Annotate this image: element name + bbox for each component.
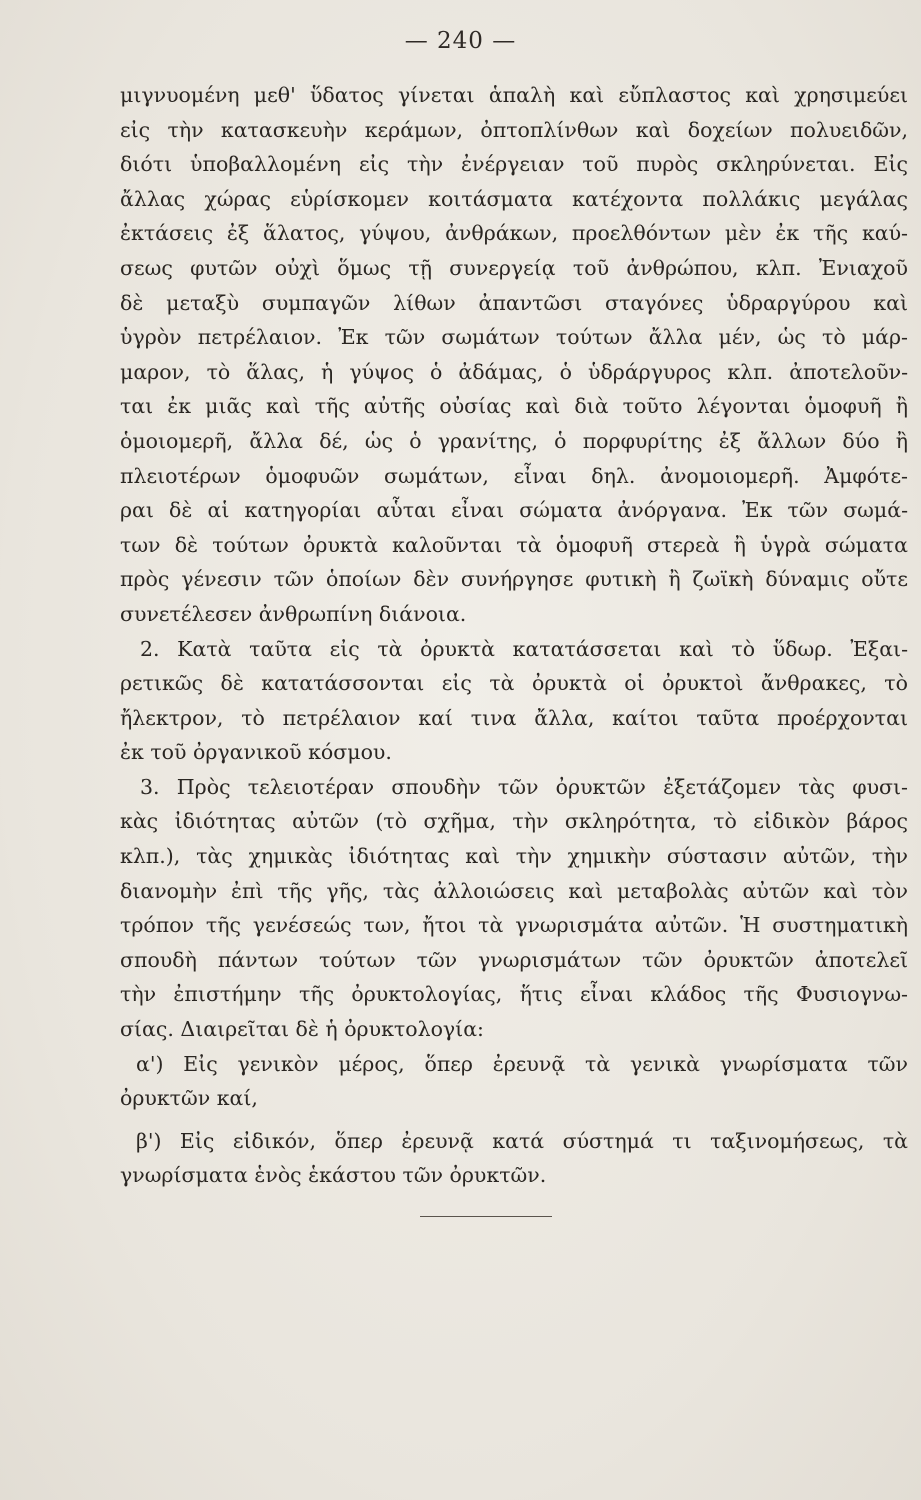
text-line: των δὲ τούτων ὀρυκτὰ καλοῦνται τὰ ὁμοφυῆ στερεὰ ἢ ὑγρὰ σώματα [120, 532, 908, 557]
text-line: ρετικῶς δὲ κατατάσσονται εἰς τὰ ὀρυκτὰ οἱ ὀρυκτοὶ ἄνθρακες, τὸ [120, 671, 908, 696]
text-line: ραι δὲ αἱ κατηγορίαι αὗται εἶναι σώματα ἀνόργανα. Ἐκ τῶν σωμά- [120, 498, 908, 523]
text-line: σεως φυτῶν οὐχὶ ὅμως τῇ συνεργείᾳ τοῦ ἀνθρώπου, κλπ. Ἐνιαχοῦ [120, 255, 908, 280]
text-line: κλπ.), τὰς χημικὰς ἰδιότητας καὶ τὴν χημικὴν σύστασιν αὐτῶν, τὴν [120, 844, 908, 869]
text-line: μιγνυομένη μεθ' ὕδατος γίνεται ἁπαλὴ καὶ εὔπλαστος καὶ χρησιμεύει [120, 83, 908, 107]
paragraph-gap [120, 1116, 908, 1124]
text-line: ὑγρὸν πετρέλαιον. Ἐκ τῶν σωμάτων τούτων ἄλλα μέν, ὡς τὸ μάρ- [120, 325, 908, 350]
text-line: συνετέλεσεν ἀνθρωπίνη διάνοια. [120, 601, 467, 626]
text-line: σπουδὴ πάντων τούτων τῶν γνωρισμάτων τῶν ὀρυκτῶν ἀποτελεῖ [120, 947, 908, 972]
list-item-alpha [120, 1047, 908, 1116]
body-text [120, 78, 908, 1193]
text-line: ἤλεκτρον, τὸ πετρέλαιον καί τινα ἄλλα, καίτοι ταῦτα προέρχονται [120, 705, 908, 730]
text-line: πρὸς γένεσιν τῶν ὁποίων δὲν συνήργησε φυτικὴ ἢ ζωϊκὴ δύναμις οὔτε [120, 567, 908, 592]
text-line: κὰς ἰδιότητας αὐτῶν (τὸ σχῆμα, τὴν σκληρότητα, τὸ εἰδικὸν βάρος [120, 809, 908, 834]
text-line: 3. Πρὸς τελειοτέραν σπουδὴν τῶν ὀρυκτῶν ἐξετάζομεν τὰς φυσι- [140, 774, 908, 799]
text-line: ὁμοιομερῆ, ἄλλα δέ, ὡς ὁ γρανίτης, ὁ πορφυρίτης ἐξ ἄλλων δύο ἢ [120, 428, 908, 453]
page-number: — 240 — [404, 28, 517, 54]
text-line: πλειοτέρων ὁμοφυῶν σωμάτων, εἶναι δηλ. ἀνομοιομερῆ. Ἀμφότε- [120, 463, 908, 488]
text-line: ται ἐκ μιᾶς καὶ τῆς αὐτῆς οὐσίας καὶ διὰ τοῦτο λέγονται ὁμοφυῆ ἢ [120, 394, 908, 419]
paragraph-2 [120, 632, 908, 770]
text-line: δὲ μεταξὺ συμπαγῶν λίθων ἀπαντῶσι σταγόνες ὑδραργύρου καὶ [120, 290, 908, 315]
end-rule [420, 1216, 552, 1217]
text-line: ὀρυκτῶν καί, [120, 1086, 258, 1111]
text-line: ἄλλας χώρας εὑρίσκομεν κοιτάσματα κατέχοντα πολλάκις μεγάλας [120, 186, 908, 211]
text-line: διανομὴν ἐπὶ τῆς γῆς, τὰς ἀλλοιώσεις καὶ μεταβολὰς αὐτῶν καὶ τὸν [120, 878, 908, 903]
paragraph-3 [120, 770, 908, 1047]
text-line: 2. Κατὰ ταῦτα εἰς τὰ ὀρυκτὰ κατατάσσεται καὶ τὸ ὕδωρ. Ἐξαι- [140, 636, 908, 661]
text-line: ἐκτάσεις ἐξ ἅλατος, γύψου, ἀνθράκων, προελθόντων μὲν ἐκ τῆς καύ- [120, 221, 908, 246]
text-line: διότι ὑποβαλλομένη εἰς τὴν ἐνέργειαν τοῦ πυρὸς σκληρύνεται. Εἰς [120, 152, 908, 177]
list-item-beta [120, 1124, 908, 1193]
text-line: τρόπον τῆς γενέσεώς των, ἤτοι τὰ γνωρισμάτα αὐτῶν. Ἡ συστηματικὴ [120, 913, 908, 938]
text-line: τὴν ἐπιστήμην τῆς ὀρυκτολογίας, ἥτις εἶναι κλάδος τῆς Φυσιογνω- [120, 982, 908, 1007]
text-line: ἐκ τοῦ ὀργανικοῦ κόσμου. [120, 740, 392, 765]
text-line: εἰς τὴν κατασκευὴν κεράμων, ὀπτοπλίνθων καὶ δοχείων πολυειδῶν, [120, 117, 908, 142]
paragraph-1 [120, 78, 908, 632]
text-line: μαρον, τὸ ἅλας, ἡ γύψος ὁ ἀδάμας, ὁ ὑδράργυρος κλπ. ἀποτελοῦν- [120, 359, 908, 384]
text-line: β') Εἰς εἰδικόν, ὅπερ ἐρευνᾷ κατά σύστημά τι ταξινομήσεως, τὰ [136, 1128, 908, 1153]
text-line: γνωρίσματα ἑνὸς ἑκάστου τῶν ὀρυκτῶν. [120, 1163, 547, 1188]
text-line: σίας. Διαιρεῖται δὲ ἡ ὀρυκτολογία: [120, 1017, 484, 1042]
text-line: α') Εἰς γενικὸν μέρος, ὅπερ ἐρευνᾷ τὰ γενικὰ γνωρίσματα τῶν [136, 1051, 908, 1076]
